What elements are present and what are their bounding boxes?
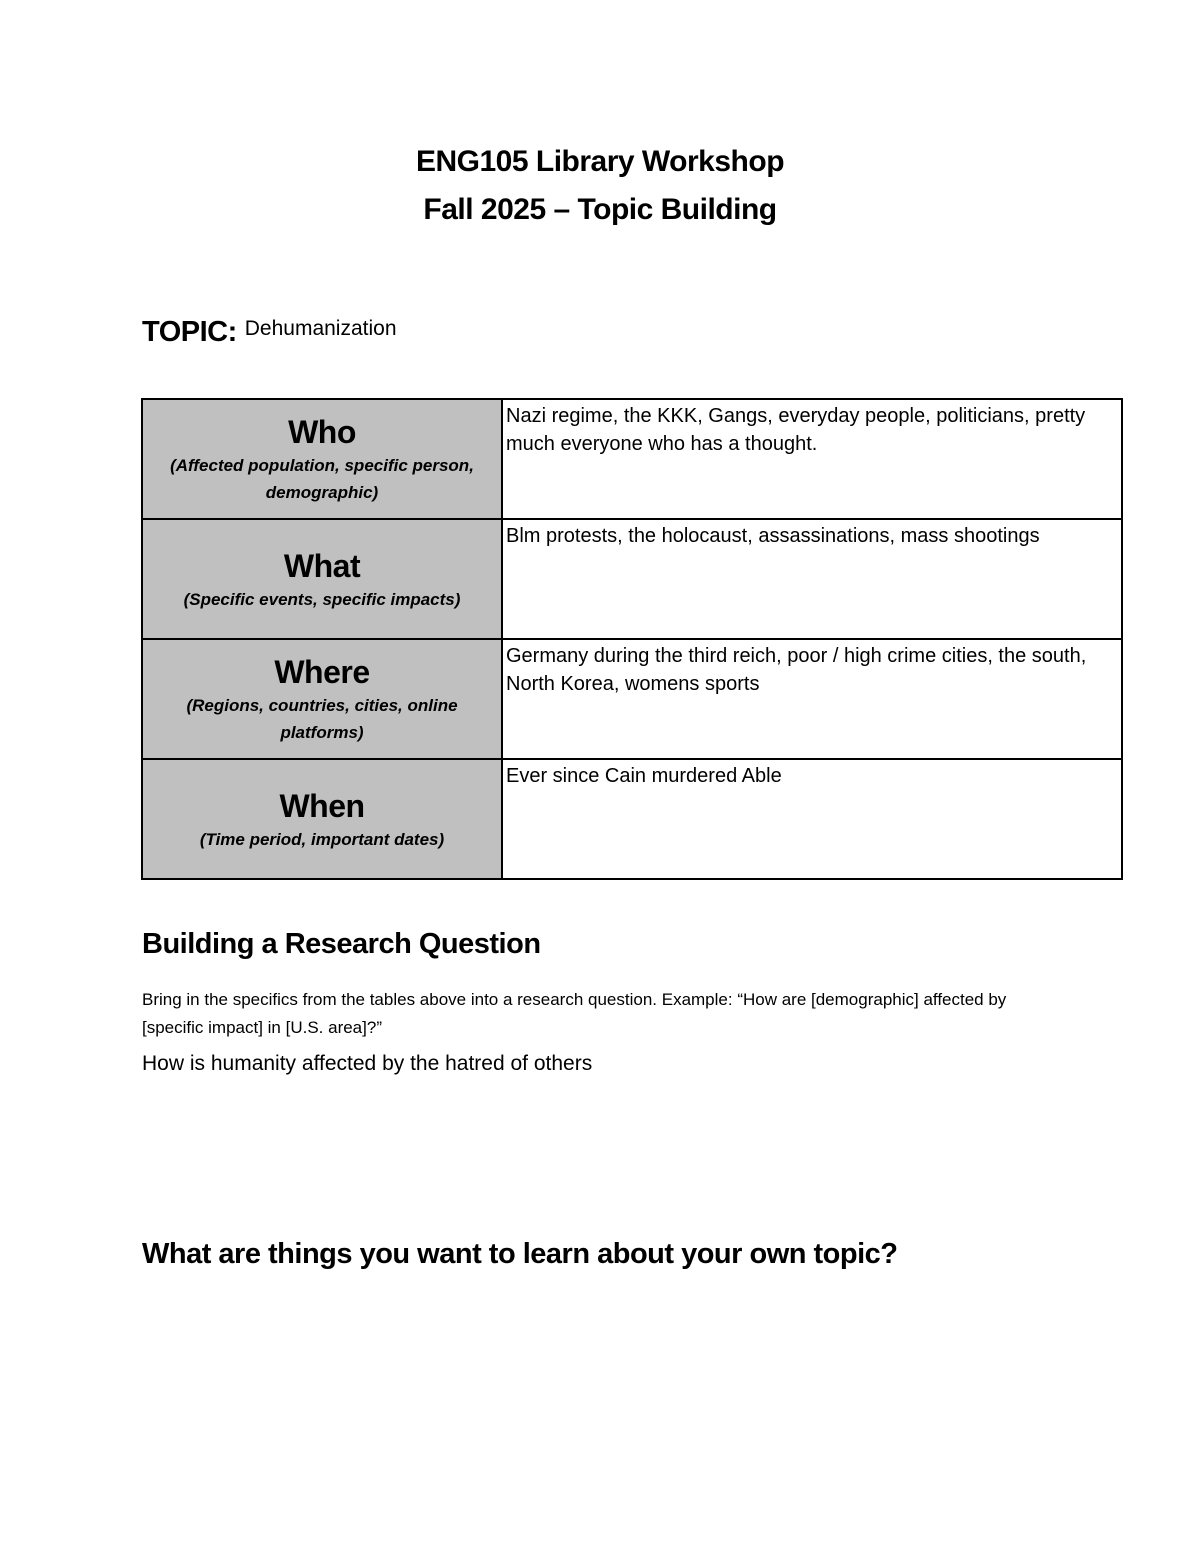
table-row-who [142, 399, 1122, 519]
who-hint: (Affected population, specific person, demographic) [170, 456, 474, 502]
page-subtitle: Fall 2025 – Topic Building [423, 193, 777, 226]
when-answer[interactable]: Ever since Cain murdered Able [502, 759, 1122, 879]
who-answer[interactable]: Nazi regime, the KKK, Gangs, everyday people, politicians, pretty much everyone who has a thought. [502, 399, 1122, 519]
when-label-cell [142, 759, 502, 879]
topic-table [141, 398, 1123, 880]
what-answer[interactable]: Blm protests, the holocaust, assassinations, mass shootings [502, 519, 1122, 639]
research-question-instructions: Bring in the specifics from the tables above into a research question. Example: “How are [demographic] affected by [specific impact] in [U.S. area]?” [142, 990, 1007, 1037]
who-question: Who [288, 414, 356, 450]
what-label-cell [142, 519, 502, 639]
table-row-when [142, 759, 1122, 879]
when-hint: (Time period, important dates) [199, 829, 445, 849]
learn-section-heading: What are things you want to learn about your own topic? [142, 1238, 898, 1270]
what-hint: (Specific events, specific impacts) [183, 589, 461, 609]
topic-label: TOPIC: [142, 316, 237, 348]
when-question: When [279, 787, 365, 824]
where-hint: (Regions, countries, cities, online platforms) [186, 696, 458, 742]
where-label-cell [142, 639, 502, 759]
where-question: Where [274, 654, 370, 690]
research-question-heading: Building a Research Question [142, 928, 541, 960]
topic-row [142, 316, 397, 349]
where-answer[interactable]: Germany during the third reich, poor / high crime cities, the south, North Korea, womens sports [502, 639, 1122, 759]
research-question-answer[interactable]: How is humanity affected by the hatred of others [142, 1052, 593, 1075]
topic-value[interactable]: Dehumanization [244, 317, 397, 340]
what-question: What [283, 547, 361, 584]
page-title: ENG105 Library Workshop [415, 145, 785, 178]
table-row-what [142, 519, 1122, 639]
who-label-cell [142, 399, 502, 519]
table-row-where [142, 639, 1122, 759]
